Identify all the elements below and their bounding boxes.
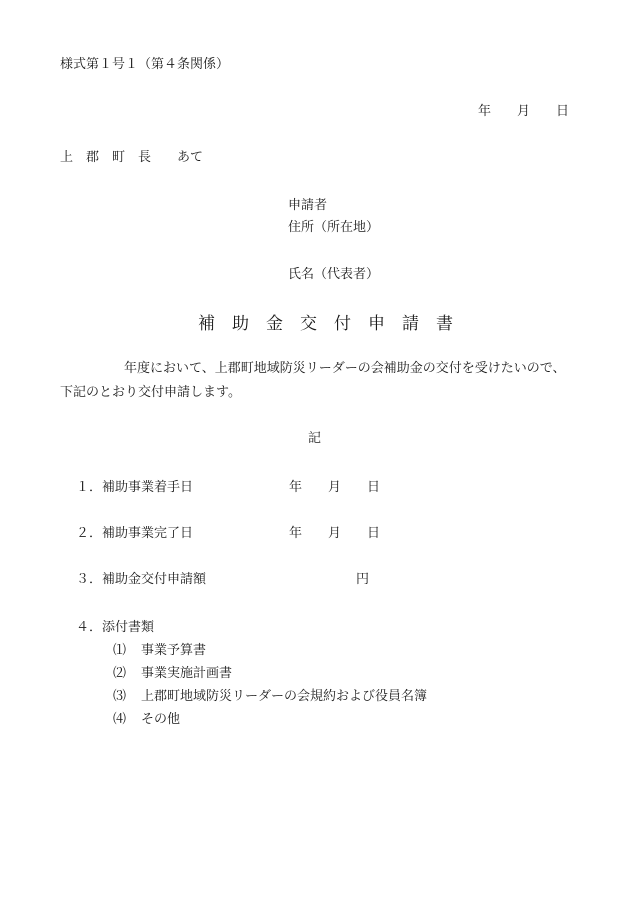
attachment-text: 事業実施計画書 <box>141 666 233 681</box>
attachment-text: その他 <box>141 712 181 727</box>
applicant-label: 申請者 <box>288 198 328 213</box>
item-value: 円 <box>356 572 370 587</box>
document-title: 補助金交付申請書 <box>198 314 470 334</box>
attachment-item <box>113 711 180 729</box>
date-year: 年 <box>478 104 492 119</box>
item-label: ２．補助事業完了日 <box>76 526 194 541</box>
item-label: １．補助事業着手日 <box>76 480 194 495</box>
item-value: 年 月 日 <box>289 480 381 495</box>
attachment-number: ⑷ <box>113 712 127 727</box>
address-label: 住所（所在地） <box>288 220 380 235</box>
date-month: 月 <box>517 104 531 119</box>
ki-heading: 記 <box>308 431 322 446</box>
form-number: 様式第１号１（第４条関係） <box>60 57 230 72</box>
date-day: 日 <box>556 104 570 119</box>
body-text <box>60 357 580 405</box>
name-label: 氏名（代表者） <box>288 267 380 282</box>
attachment-item <box>113 688 427 706</box>
item-end-date <box>76 525 381 543</box>
addressee: 上 郡 町 長 あて <box>60 150 204 165</box>
item-label: ３．補助金交付申請額 <box>76 572 207 587</box>
attachment-text: 上郡町地域防災リーダーの会規約および役員名簿 <box>141 689 428 704</box>
date-line <box>478 103 569 121</box>
item-value: 年 月 日 <box>289 526 381 541</box>
body-line-1: 年度において、上郡町地域防災リーダーの会補助金の交付を受けたいので、 <box>124 361 566 376</box>
attachment-item <box>113 665 232 683</box>
item-attachments <box>76 619 154 637</box>
attachment-number: ⑴ <box>113 643 127 658</box>
item-start-date <box>76 479 381 497</box>
item-label: ４．添付書類 <box>76 620 155 635</box>
attachment-text: 事業予算書 <box>141 643 207 658</box>
attachment-number: ⑵ <box>113 666 127 681</box>
body-line-2: 下記のとおり交付申請します。 <box>60 385 241 400</box>
attachment-number: ⑶ <box>113 689 127 704</box>
attachment-item <box>113 642 206 660</box>
item-amount <box>76 571 370 589</box>
